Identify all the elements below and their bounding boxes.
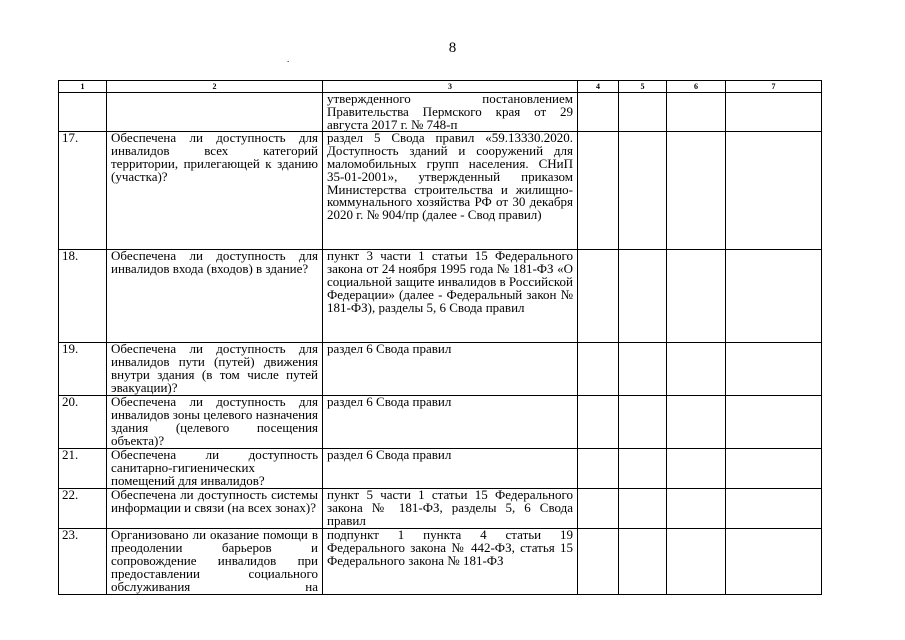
table-row bbox=[59, 250, 822, 343]
question-cell: Организовано ли оказание помощи в преодолении барьеров и сопровождение инвалидов при предоставлении социального обслуживания на bbox=[107, 529, 323, 595]
question-cell: Обеспечена ли доступность для инвалидов зоны целевого назначения здания (целевого посещения объекта)? bbox=[107, 396, 323, 449]
legal-basis-cell: раздел 5 Свода правил «59.13330.2020. Доступность зданий и сооружений для маломобильных групп населения. СНиП 35-01-2001», утвержденный приказом Министерства строительства и жилищно-коммунального хозяйства РФ от 30 декабря 2020 г. № 904/пр (далее - Свод правил) bbox=[323, 132, 578, 250]
answer-na-cell bbox=[667, 250, 726, 343]
answer-na-cell bbox=[667, 489, 726, 529]
answer-yes-cell bbox=[578, 489, 619, 529]
item-number-cell: 23. bbox=[59, 529, 107, 595]
answer-na-cell bbox=[667, 93, 726, 132]
note-cell bbox=[726, 449, 822, 489]
answer-no-cell bbox=[619, 396, 667, 449]
note-cell bbox=[726, 132, 822, 250]
item-number-cell: 18. bbox=[59, 250, 107, 343]
legal-basis-cell: пункт 3 части 1 статьи 15 Федерального закона от 24 ноября 1995 года № 181-ФЗ «О социальной защите инвалидов в Российской Федерации» (далее - Федеральный закон № 181-ФЗ), разделы 5, 6 Свода правил bbox=[323, 250, 578, 343]
question-cell bbox=[107, 93, 323, 132]
answer-no-cell bbox=[619, 132, 667, 250]
table-row bbox=[59, 449, 822, 489]
question-cell: Обеспечена ли доступность для инвалидов всех категорий территории, прилегающей к зданию (участка)? bbox=[107, 132, 323, 250]
note-cell bbox=[726, 396, 822, 449]
answer-na-cell bbox=[667, 396, 726, 449]
column-number: 1 bbox=[59, 81, 107, 93]
answer-no-cell bbox=[619, 529, 667, 595]
answer-no-cell bbox=[619, 93, 667, 132]
column-number: 7 bbox=[726, 81, 822, 93]
note-cell bbox=[726, 529, 822, 595]
table-row bbox=[59, 343, 822, 396]
column-number: 3 bbox=[323, 81, 578, 93]
answer-yes-cell bbox=[578, 343, 619, 396]
question-cell: Обеспечена ли доступность санитарно-гигиенических помещений для инвалидов? bbox=[107, 449, 323, 489]
item-number-cell: 22. bbox=[59, 489, 107, 529]
item-number-cell: 20. bbox=[59, 396, 107, 449]
question-cell: Обеспечена ли доступность для инвалидов входа (входов) в здание? bbox=[107, 250, 323, 343]
answer-no-cell bbox=[619, 250, 667, 343]
column-number: 4 bbox=[578, 81, 619, 93]
legal-basis-cell: подпункт 1 пункта 4 статьи 19 Федерального закона № 442-ФЗ, статья 15 Федерального закона № 181-ФЗ bbox=[323, 529, 578, 595]
answer-na-cell bbox=[667, 343, 726, 396]
answer-yes-cell bbox=[578, 132, 619, 250]
answer-yes-cell bbox=[578, 93, 619, 132]
note-cell bbox=[726, 93, 822, 132]
column-number-row bbox=[59, 81, 822, 93]
column-number: 5 bbox=[619, 81, 667, 93]
answer-yes-cell bbox=[578, 449, 619, 489]
answer-yes-cell bbox=[578, 396, 619, 449]
table-row bbox=[59, 529, 822, 595]
table-row bbox=[59, 396, 822, 449]
answer-na-cell bbox=[667, 449, 726, 489]
item-number-cell: 21. bbox=[59, 449, 107, 489]
stray-dot: . bbox=[287, 54, 290, 64]
legal-basis-cell: утвержденного постановлением Правительства Пермского края от 29 августа 2017 г. № 748-п bbox=[323, 93, 578, 132]
item-number-cell: 19. bbox=[59, 343, 107, 396]
column-number: 2 bbox=[107, 81, 323, 93]
legal-basis-cell: раздел 6 Свода правил bbox=[323, 343, 578, 396]
table-row bbox=[59, 489, 822, 529]
page-number: 8 bbox=[448, 40, 457, 56]
question-cell: Обеспечена ли доступность системы информации и связи (на всех зонах)? bbox=[107, 489, 323, 529]
legal-basis-cell: раздел 6 Свода правил bbox=[323, 396, 578, 449]
answer-yes-cell bbox=[578, 250, 619, 343]
inspection-checklist-table bbox=[58, 80, 822, 595]
table-row bbox=[59, 132, 822, 250]
legal-basis-cell: пункт 5 части 1 статьи 15 Федерального закона № 181-ФЗ, разделы 5, 6 Свода правил bbox=[323, 489, 578, 529]
note-cell bbox=[726, 250, 822, 343]
answer-no-cell bbox=[619, 489, 667, 529]
answer-no-cell bbox=[619, 449, 667, 489]
note-cell bbox=[726, 489, 822, 529]
legal-basis-cell: раздел 6 Свода правил bbox=[323, 449, 578, 489]
answer-no-cell bbox=[619, 343, 667, 396]
question-cell: Обеспечена ли доступность для инвалидов пути (путей) движения внутри здания (в том числе путей эвакуации)? bbox=[107, 343, 323, 396]
item-number-cell: 17. bbox=[59, 132, 107, 250]
column-number: 6 bbox=[667, 81, 726, 93]
item-number-cell bbox=[59, 93, 107, 132]
table-row-continuation bbox=[59, 93, 822, 132]
note-cell bbox=[726, 343, 822, 396]
answer-na-cell bbox=[667, 529, 726, 595]
answer-na-cell bbox=[667, 132, 726, 250]
answer-yes-cell bbox=[578, 529, 619, 595]
